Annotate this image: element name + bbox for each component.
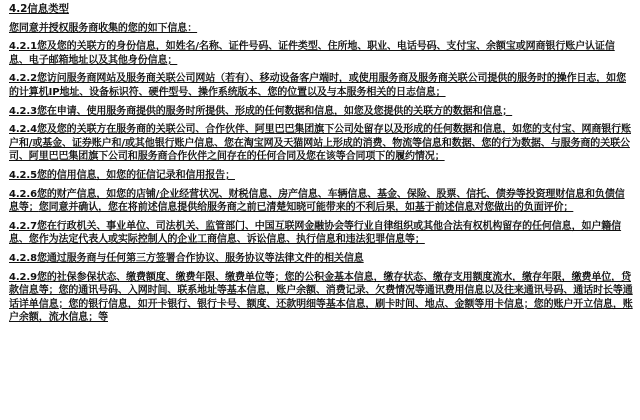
clause-text: 4.2.3您在申请、使用服务商提供的服务时所提供、形成的任何数据和信息，如您及您提供的关联方的数据和信息；: [9, 105, 513, 117]
clause-text: 4.2.5您的信用信息，如您的征信记录和信用报告；: [9, 169, 235, 181]
clause-4-2-1: [9, 40, 634, 67]
clause-consent-text: 您同意并确认，您在将前述信息提供给服务商之前已清楚知晓可能带来的不利后果，如基于前述信息对您做出的负面评价；: [38, 202, 574, 214]
clause-text: 4.2.2您访问服务商网站及服务商关联公司网站（若有）、移动设备客户端时，或使用服务商及服务商关联公司提供的服务时的操作日志，如您的计算机IP地址、设备标识符、硬件型号、操作系统版本、您的位置以及与本服务相关的日志信息；: [9, 73, 626, 98]
clause-4-2-2: [9, 72, 634, 99]
clause-text: 4.2.9您的社保参保状态、缴费额度、缴费年限、缴费单位等；您的公积金基本信息，缴存状态、缴存支用额度流水，缴存年限，缴费单位，贷款信息等；您的通讯号码、入网时间、联系地址等基本信息，账户余额、消费记录、欠费情况等通讯费用信息以及往来通讯号码、通话时长等通话详单信息；您的银行信息，如开卡银行、银行卡号、额度、还款明细等基本信息，刷卡时间、地点、金额等用卡信息；您的账户开立信息，账户余额，流水信息；等: [9, 271, 633, 324]
clause-text: 4.2.4您及您的关联方在服务商的关联公司、合作伙伴、阿里巴巴集团旗下公司处留存以及形成的任何数据和信息，如您的支付宝、网商银行账户和/或基金、证券账户和/或其他银行账户信息、您在淘宝网及天猫网站上形成的消费、物流等信息和数据、您的行为数据、与服务商的关联公司、阿里巴巴集团旗下公司和服务商合作伙伴之间存在的任何合同及您在该等合同项下的履约情况；: [9, 124, 631, 163]
clause-text: 4.2.8您通过服务商与任何第三方签署合作协议、服务协议等法律文件的相关信息: [9, 252, 364, 264]
clause-4-2-3: [9, 105, 634, 119]
clause-4-2-4: [9, 123, 634, 164]
clause-4-2-9: [9, 271, 634, 325]
clause-text: 4.2.6您的财产信息，如您的店铺/企业经营状况、财税信息、房产信息、车辆信息、基金、保险、股票、信托、债券等投资理财信息和负债信息等；: [9, 188, 625, 214]
section-heading: 4.2信息类型: [9, 3, 69, 15]
intro-statement: 您同意并授权服务商收集的您的如下信息：: [9, 22, 198, 34]
clause-text: 4.2.1您及您的关联方的身份信息，如姓名/名称、证件号码、证件类型、住所地、职业、电话号码、支付宝、余额宝或网商银行账户认证信息、电子邮箱地址以及其他身份信息；: [9, 41, 615, 66]
clause-4-2-6: [9, 188, 634, 215]
clause-4-2-8: [9, 252, 634, 266]
clause-4-2-5: [9, 169, 634, 183]
clause-4-2-7: [9, 220, 634, 247]
clause-text: 4.2.7您在行政机关、事业单位、司法机关、监管部门、中国互联网金融协会等行业自律组织或其他合法有权机构留存的任何信息，如户籍信息、您作为法定代表人或实际控制人的企业工商信息、诉讼信息、执行信息和违法犯罪信息等；: [9, 220, 622, 246]
